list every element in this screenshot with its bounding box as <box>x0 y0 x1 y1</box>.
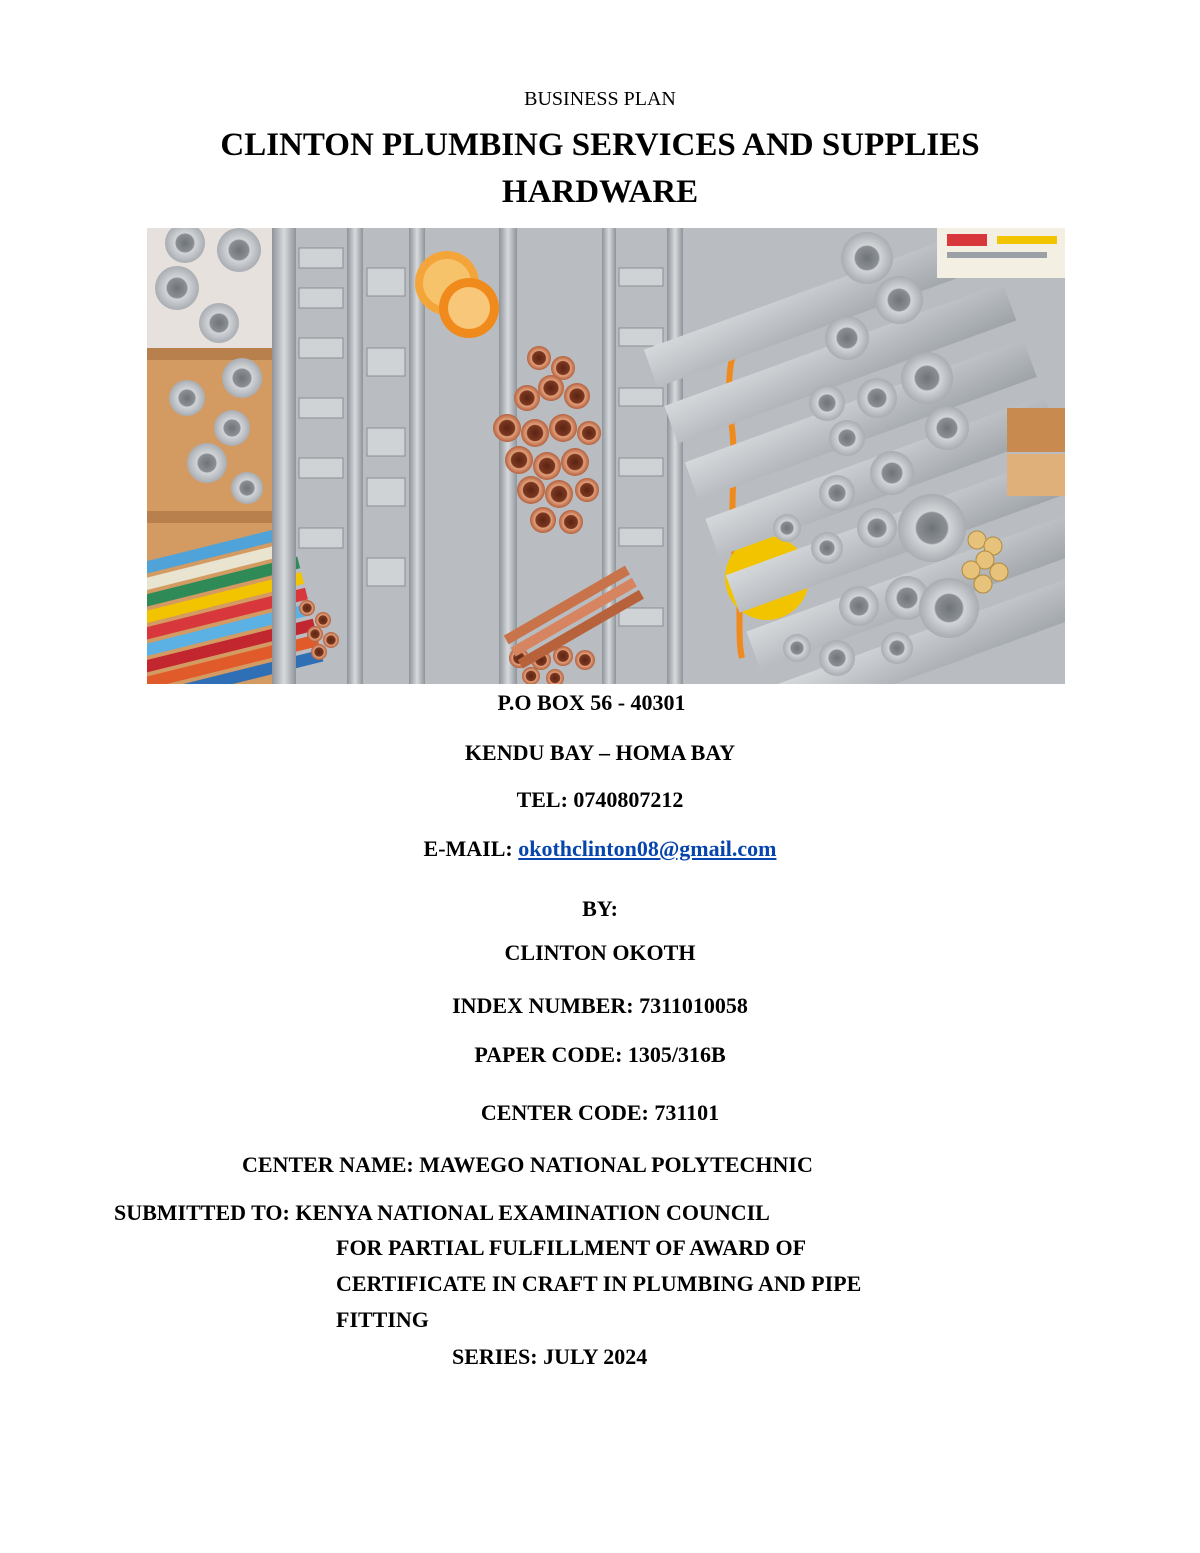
email-link[interactable]: okothclinton08@gmail.com <box>518 836 777 861</box>
pipes-photo <box>147 228 1065 684</box>
center-code: CENTER CODE: 731101 <box>480 1100 720 1125</box>
po-box: P.O BOX 56 - 40301 <box>497 690 686 715</box>
author-name: CLINTON OKOTH <box>504 940 696 965</box>
center-name: CENTER NAME: MAWEGO NATIONAL POLYTECHNIC <box>242 1152 813 1177</box>
submission-line-3: CERTIFICATE IN CRAFT IN PLUMBING AND PIPE <box>336 1271 862 1296</box>
series: SERIES: JULY 2024 <box>452 1344 648 1369</box>
location: KENDU BAY – HOMA BAY <box>464 740 736 765</box>
by-label: BY: <box>582 896 618 921</box>
document-title-line-1: CLINTON PLUMBING SERVICES AND SUPPLIES <box>220 127 980 163</box>
submission-line-2: FOR PARTIAL FULFILLMENT OF AWARD OF <box>336 1235 807 1260</box>
index-number: INDEX NUMBER: 7311010058 <box>452 993 748 1018</box>
submission-line-4: FITTING <box>336 1307 429 1332</box>
email-label: E-MAIL: <box>423 836 519 861</box>
paper-code: PAPER CODE: 1305/316B <box>474 1042 726 1067</box>
telephone: TEL: 0740807212 <box>516 787 684 812</box>
document-label: BUSINESS PLAN <box>524 88 676 110</box>
email-line <box>0 836 1200 862</box>
document-title-line-2: HARDWARE <box>501 174 699 210</box>
submitted-to: SUBMITTED TO: KENYA NATIONAL EXAMINATION COUNCIL <box>114 1200 770 1225</box>
